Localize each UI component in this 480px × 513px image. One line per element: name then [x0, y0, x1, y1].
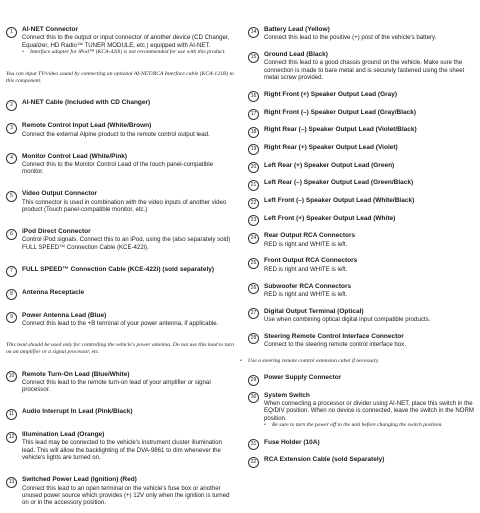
item-title: Video Output Connector — [22, 190, 97, 198]
item-number: 4 — [6, 153, 17, 164]
item-number: 27 — [248, 308, 259, 319]
connection-item — [248, 308, 474, 324]
connection-item — [6, 122, 236, 138]
item-number: 11 — [6, 409, 17, 420]
item-title: AI-NET Cable (Included with CD Changer) — [22, 99, 151, 107]
item-note: • Interface adapter for iPod™ (KCA-420i) is not recommended for use with this product. — [22, 49, 236, 56]
connection-item — [6, 228, 236, 251]
item-description: RED is right and WHITE is left. — [264, 265, 348, 273]
connection-item — [248, 162, 474, 170]
connection-item — [6, 408, 236, 416]
item-number: 9 — [6, 312, 17, 323]
item-description: Connect this to the output or input connector of another device (CD Changer, Equalizer, HD Radio™ TUNER MODULE, etc.) equipped with AI-NET. — [22, 34, 230, 49]
item-title: AI-NET Connector — [22, 26, 78, 33]
connection-item — [6, 371, 236, 394]
item-description: Connect this lead to an open terminal on the vehicle's fuse box or another unused power source which provides (+) 12V only when the ignition is turned on or in the accessory position. — [22, 484, 230, 507]
connection-item — [248, 439, 474, 447]
item-description: Connect this lead to the remote turn-on lead of your amplifier or signal processor. — [22, 378, 211, 394]
connection-item — [6, 190, 236, 213]
item-number: 1 — [6, 27, 17, 38]
connection-item — [6, 289, 236, 297]
item-title: Antenna Receptacle — [22, 288, 85, 296]
item-title: Monitor Control Lead (White/Pink) — [22, 152, 128, 160]
item-description: Connect the external Alpine product to the remote control output lead. — [22, 130, 210, 138]
item-title: Remote Turn-On Lead (Blue/White) — [22, 370, 130, 378]
item-note: • Be sure to turn the power off to the unit before changing the switch position. — [264, 422, 474, 429]
item-title: Audio Interrupt In Lead (Pink/Black) — [22, 408, 133, 416]
item-number: 7 — [6, 266, 17, 277]
item-title: Steering Remote Control Interface Connector — [264, 332, 404, 340]
item-title: Rear Output RCA Connectors — [264, 232, 356, 240]
item-number: 20 — [248, 162, 259, 173]
item-description: RED is right and WHITE is left. — [264, 240, 348, 248]
general-note: • This lead should be used only for controlling the vehicle's power antenna. Do not use this lead to turn on an amplifier or a signal processor, etc. — [0, 342, 236, 356]
item-number: 16 — [248, 91, 259, 102]
item-title: Left Rear (–) Speaker Output Lead (Green/Black) — [264, 179, 414, 187]
item-number: 32 — [248, 457, 259, 468]
item-title: iPod Direct Connector — [22, 228, 91, 236]
item-title: Power Antenna Lead (Blue) — [22, 311, 107, 319]
connection-item — [248, 232, 474, 248]
connection-item — [248, 333, 474, 349]
item-title: Fuse Holder (10A) — [264, 438, 320, 446]
connection-item — [248, 197, 474, 205]
item-number: 21 — [248, 180, 259, 191]
connection-item — [248, 26, 474, 42]
connection-item — [248, 456, 474, 464]
item-number: 23 — [248, 215, 259, 226]
connection-item — [248, 126, 474, 134]
item-title: Right Rear (+) Speaker Output Lead (Violet) — [264, 143, 398, 151]
item-title: Left Front (+) Speaker Output Lead (White) — [264, 214, 396, 222]
general-note: • You can input TV/video sound by connecting an optional AI-NET/RCA Interface cable (KCA-121B) to this component. — [0, 71, 236, 85]
item-number: 13 — [6, 477, 17, 488]
item-number: 8 — [6, 289, 17, 300]
item-title: Right Front (+) Speaker Output Lead (Gray) — [264, 90, 398, 98]
item-title: Switched Power Lead (Ignition) (Red) — [22, 476, 137, 484]
item-number: 30 — [248, 392, 259, 403]
connection-item — [6, 153, 236, 176]
general-note: • Use a steering remote control extension cabel if necessary. — [240, 358, 474, 365]
item-title: Front Output RCA Connectors — [264, 257, 358, 265]
item-title: Digital Output Terminal (Optical) — [264, 307, 364, 315]
item-title: Right Rear (–) Speaker Output Lead (Violet/Black) — [264, 126, 417, 134]
item-title: Subwoofer RCA Connectors — [264, 282, 352, 290]
connection-item — [248, 283, 474, 299]
item-number: 28 — [248, 333, 259, 344]
item-number: 19 — [248, 144, 259, 155]
item-number: 6 — [6, 229, 17, 240]
connection-item — [248, 374, 474, 382]
item-description: Connect this lead to a good chassis ground on the vehicle. Make sure the connection is made to bare metal and is securely fastened using the sheet metal screw provided. — [264, 59, 465, 82]
item-title: Right Front (–) Speaker Output Lead (Gray/Black) — [264, 108, 417, 116]
item-title: Battery Lead (Yellow) — [264, 26, 330, 33]
item-description: Use when combining optical digital input compatible products. — [264, 315, 431, 323]
item-title: RCA Extension Cable (sold Separately) — [264, 456, 385, 464]
item-number: 24 — [248, 233, 259, 244]
item-number: 14 — [248, 27, 259, 38]
item-number: 18 — [248, 127, 259, 138]
connection-item — [248, 109, 474, 117]
item-title: FULL SPEED™ Connection Cable (KCE-422i) (sold separately) — [22, 265, 215, 273]
connection-item — [248, 257, 474, 273]
connection-item — [248, 51, 474, 81]
item-number: 10 — [6, 371, 17, 382]
item-description: This connector is used in combination with the video inputs of another video product (Touch panel-compatible monitor, etc.) — [22, 198, 227, 213]
item-number: 29 — [248, 375, 259, 386]
item-title: Left Rear (+) Speaker Output Lead (Green) — [264, 161, 395, 169]
right-column — [248, 26, 474, 465]
item-description: RED is right and WHITE is left. — [264, 290, 348, 298]
connection-item — [248, 392, 474, 429]
connection-item — [6, 431, 236, 461]
item-number: 3 — [6, 123, 17, 134]
item-number: 26 — [248, 283, 259, 294]
item-title: Left Front (–) Speaker Output Lead (White/Black) — [264, 197, 415, 204]
item-title: System Switch — [264, 391, 310, 399]
connection-item — [248, 215, 474, 223]
item-description: Connect this to the Monitor Control Lead of the touch panel-compatible monitor. — [22, 160, 214, 176]
connection-item — [6, 266, 236, 274]
item-title: Remote Control Input Lead (White/Brown) — [22, 122, 152, 130]
item-title: Ground Lead (Black) — [264, 51, 328, 59]
item-number: 5 — [6, 191, 17, 202]
connection-item — [6, 26, 236, 56]
item-number: 2 — [6, 100, 17, 111]
item-description: Connect to the steering remote control interface box. — [264, 340, 406, 348]
item-description: Connect this lead to the positive (+) post of the vehicle's battery. — [264, 34, 437, 42]
connection-item — [6, 99, 236, 107]
item-number: 22 — [248, 198, 259, 209]
item-number: 12 — [6, 432, 17, 443]
item-description: When connecting a processor or divider using AI-NET, place this switch in the EQ/DIV position. When no device is connected, leave the switch in the NORM position. — [264, 400, 474, 422]
item-title: Power Supply Connector — [264, 374, 342, 382]
item-description: This lead may be connected to the vehicle's instrument cluster illumination lead. This will allow the backlighting of the DVA-9861 to dim whenever the vehicle's lights are turned on. — [22, 439, 222, 462]
left-column — [6, 26, 236, 507]
item-title: Illumination Lead (Orange) — [22, 431, 105, 439]
connection-item — [248, 179, 474, 187]
item-description: Control iPod signals. Connect this to an iPod, using the (also separately sold) FULL SPEED™ Connection Cable (KCE-422i). — [22, 236, 231, 251]
item-number: 15 — [248, 52, 259, 63]
item-number: 17 — [248, 109, 259, 120]
item-number: 31 — [248, 439, 259, 450]
connection-item — [6, 476, 236, 506]
item-number: 25 — [248, 258, 259, 269]
connection-item — [248, 144, 474, 152]
connection-item — [248, 91, 474, 99]
connection-item — [6, 312, 236, 328]
item-description: Connect this lead to the +B terminal of your power antenna, if applicable. — [22, 319, 219, 327]
